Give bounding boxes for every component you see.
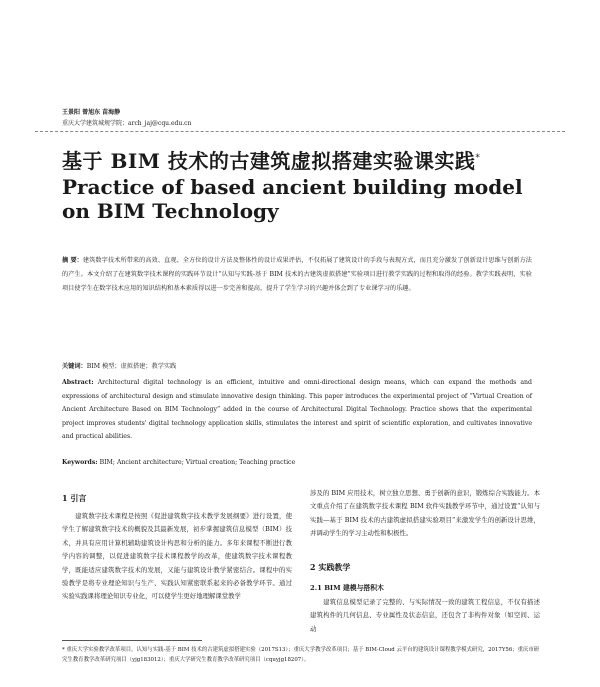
section-2-1-body (310, 596, 540, 636)
section-2-heading: 2 实践教学 (310, 562, 351, 572)
right-column-intro: 涉及的 BIM 应用技术，树立独立思想、勇于创新的意识，锻炼综合实践能力。本文重点介绍了在建筑数字技术课程 BIM 软件实践教学环节中，通过设置“认知与实践—基于 BIM 技术的古建筑虚拟搭建实验项目”来激发学生的创新设计思维，并调动学生的学习主动性和积极性。 (310, 489, 540, 538)
keywords-chinese-label: 关键词： (62, 363, 87, 370)
abstract-chinese (62, 254, 532, 296)
abstract-english-text: Architectural digital technology is an efficient, intuitive and omni-directional design means, which can expand the methods and expressions of architectural design and stimulate innovative design thinking. This paper introduces the experimental project of “Virtual Creation of Ancient Architecture Based on BIM Technology” added in the course of Architectural Digital Technology. Practice shows that the experimental project improves students' digital technology application skills, stimulates the interest and spirit of scientific exploration, and cultivates innovative and practical abilities. (62, 379, 532, 441)
title-english-line2: on BIM Technology (62, 199, 279, 223)
title-english (62, 175, 582, 223)
title-chinese (62, 145, 480, 174)
author-line: 王景阳 曾旭东 苗海静 (62, 109, 121, 116)
header-divider (35, 131, 565, 132)
keywords-english (62, 459, 295, 466)
affiliation-line: 重庆大学建筑城规学院；arch_jaj@cqu.edu.cn (62, 120, 192, 127)
abstract-english-label: Abstract: (62, 379, 94, 386)
abstract-chinese-label: 摘 要： (62, 257, 83, 264)
title-footnote-mark: * (475, 153, 481, 164)
keywords-english-label: Keywords: (62, 459, 98, 466)
section-2-1-paragraph: 建筑信息模型记录了完整的、与实际情况一致的建筑工程信息，不仅有描述建筑构件的几何信息、专业属性及状态信息，还包含了非构件对象（如空间、运动 (310, 598, 540, 633)
title-english-line1: Practice of based ancient building model (62, 175, 523, 199)
keywords-chinese (62, 361, 176, 370)
keywords-chinese-text: BIM 模型；虚拟搭建；教学实践 (86, 363, 177, 370)
section-1-body (62, 510, 292, 638)
footnote-divider (62, 640, 202, 641)
funding-footnote: * 重庆大学实验教学改革项目，认知与实践-基于 BIM 技术的古建筑虚拟搭建实验（2017S13）；重庆大学教学改革项目；基于 BIM-Cloud 云平台的建筑设计课程教学模式研究，2017Y56；重庆市研究生教育教学改革研究项目（yjg183012）；重庆大学研究生教育教学改革研究项目（cquyjg18207）。 (62, 647, 540, 663)
keywords-english-text: BIM; Ancient architecture; Virtual creation; Teaching practice (99, 459, 296, 466)
section-1-heading: 1 引言 (62, 493, 87, 503)
abstract-english (62, 376, 532, 444)
abstract-chinese-text: 建筑数字技术所带来的高效、直观、全方位的设计方法及整体性的设计成果评估，不仅拓展了建筑设计的手段与表现方式，而且充分激发了创新设计思维与创新方法的产生。本文介绍了在建筑数字技术课程的实践环节设计“认知与实践-基于 BIM 技术的古建筑虚拟搭建”实验项目进行教学实践的过程和取得的经验。教学实践表明，实验项目使学生在数字技术应用的知识结构和基本素质得以进一步完善和提高，提升了学生学习的兴趣并体会到了专业课学习的乐趣。 (62, 257, 532, 292)
section-2-1-heading: 2.1 BIM 建模与搭积木 (310, 584, 384, 592)
section-1-paragraph: 建筑数字技术课程是按照《促进建筑数字技术教学发展纲要》进行设置，使学生了解建筑数字技术的概貌及其最新发展，初步掌握建筑信息模型（BIM）技术，并具有应用计算机辅助建筑设计构思和分析的能力。多年来课程不断进行教学内容的调整，以促进建筑数字技术课程教学的改革，使建筑数字技术课程教学，既能适应建筑数字技术的发展，又能与建筑设计教学紧密结合。课程中的实验教学是将专业理论知识与生产、实践认知紧密联系起来的必备教学环节。通过实验实践课将理论知识专业化，可以使学生更好地理解课堂教学 (62, 512, 292, 601)
title-chinese-text: 基于 BIM 技术的古建筑虚拟搭建实验课实践 (62, 149, 476, 173)
